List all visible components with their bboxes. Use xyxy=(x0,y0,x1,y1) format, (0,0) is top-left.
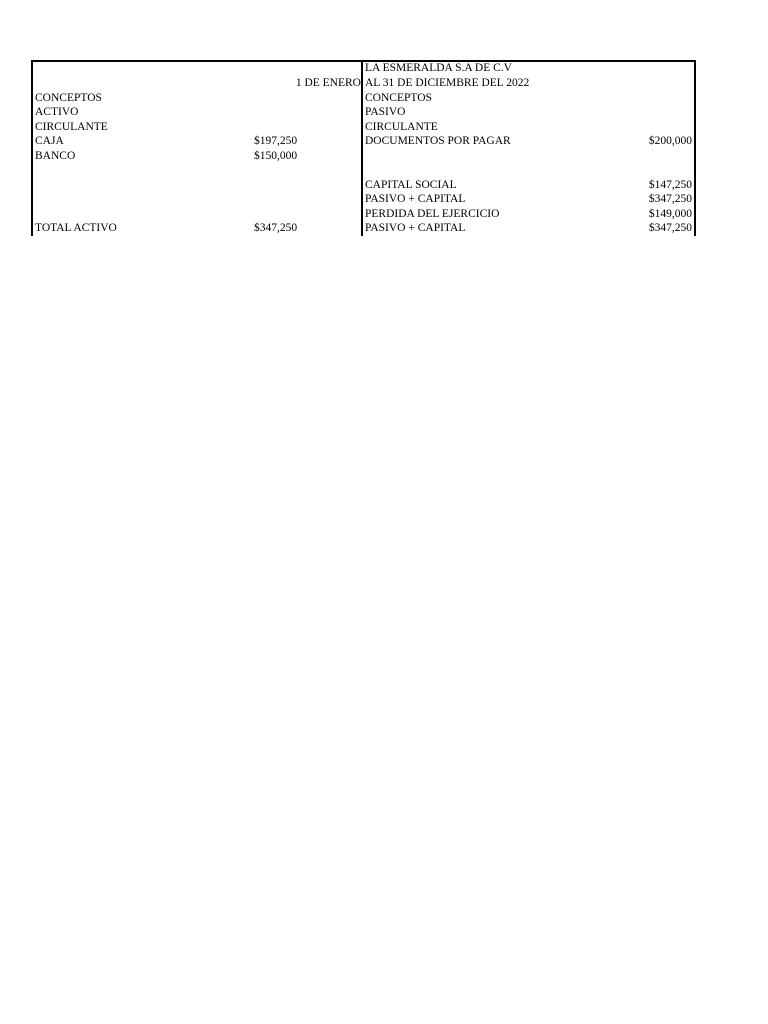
column-divider xyxy=(361,60,363,236)
activo-item-label: CAJA xyxy=(35,135,64,147)
period-start: 1 DE ENERO xyxy=(295,77,361,89)
company-name: LA ESMERALDA S.A DE C.V xyxy=(365,62,512,74)
capital-item-value: $149,000 xyxy=(648,208,692,220)
capital-item-label: PASIVO + CAPITAL xyxy=(365,222,466,234)
balance-sheet-frame xyxy=(31,60,696,236)
pasivo-section-heading: PASIVO xyxy=(365,106,406,118)
capital-item-value: $347,250 xyxy=(648,193,692,205)
activo-conceptos-heading: CONCEPTOS xyxy=(35,92,102,104)
capital-item-label: PERDIDA DEL EJERCICIO xyxy=(365,208,500,220)
total-activo-value: $347,250 xyxy=(254,222,298,234)
capital-item-value: $147,250 xyxy=(648,179,692,191)
capital-item-value: $347,250 xyxy=(648,222,692,234)
activo-circulante-heading: CIRCULANTE xyxy=(35,121,108,133)
activo-item-value: $150,000 xyxy=(254,150,298,162)
activo-section-heading: ACTIVO xyxy=(35,106,79,118)
total-activo-label: TOTAL ACTIVO xyxy=(35,222,117,234)
period-end: AL 31 DE DICIEMBRE DEL 2022 xyxy=(365,77,530,89)
capital-item-label: PASIVO + CAPITAL xyxy=(365,193,466,205)
activo-item-label: BANCO xyxy=(35,150,76,162)
pasivo-circulante-heading: CIRCULANTE xyxy=(365,121,438,133)
activo-item-value: $197,250 xyxy=(254,135,298,147)
pasivo-item-value: $200,000 xyxy=(648,135,692,147)
capital-item-label: CAPITAL SOCIAL xyxy=(365,179,457,191)
pasivo-item-label: DOCUMENTOS POR PAGAR xyxy=(365,135,511,147)
pasivo-conceptos-heading: CONCEPTOS xyxy=(365,92,432,104)
